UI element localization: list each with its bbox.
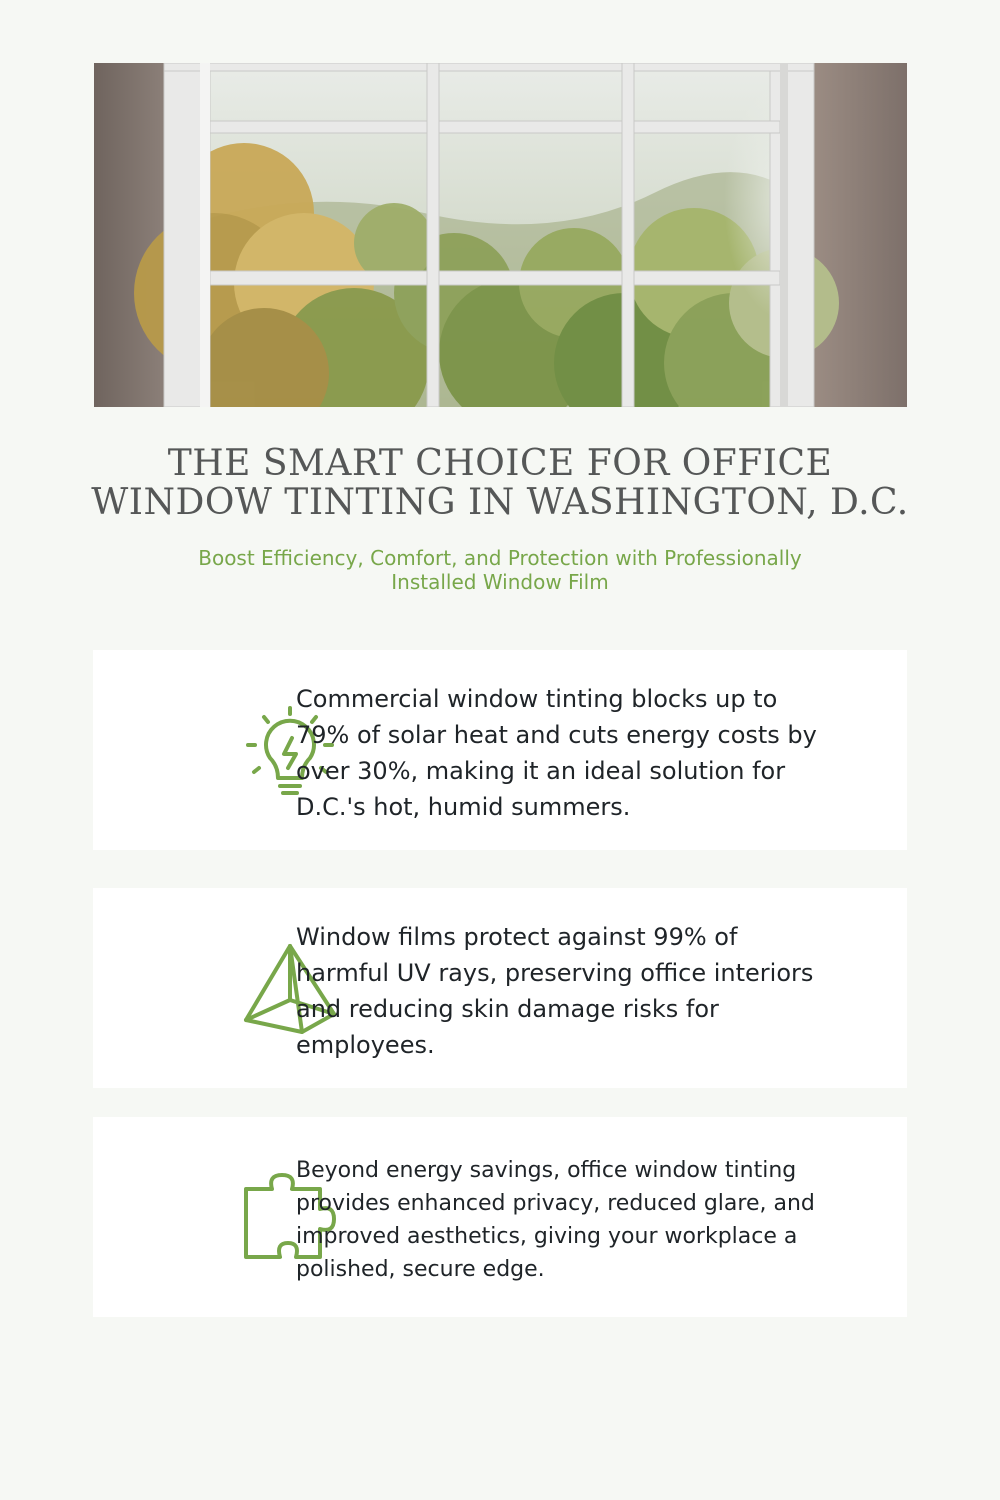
feature-card-energy — [93, 650, 907, 850]
page-title — [60, 444, 940, 522]
title-line-2: WINDOW TINTING IN WASHINGTON, D.C. — [91, 482, 909, 523]
subtitle-line-2: Installed Window Film — [391, 570, 609, 594]
title-line-1: THE SMART CHOICE FOR OFFICE — [167, 443, 833, 484]
subtitle-line-1: Boost Efficiency, Comfort, and Protection with Professionally — [198, 546, 802, 570]
feature-text-energy: Commercial window tinting blocks up to 79% of solar heat and cuts energy costs by over 30%, making it an ideal solution for D.C.'s hot, humid summers. — [296, 685, 817, 821]
feature-card-privacy — [93, 1117, 907, 1317]
hero-window-photo — [94, 63, 907, 407]
feature-text-privacy: Beyond energy savings, office window tinting provides enhanced privacy, reduced glare, and improved aesthetics, giving your workplace a polished, secure edge. — [296, 1158, 815, 1282]
page-subtitle — [120, 546, 880, 594]
feature-card-uv — [93, 888, 907, 1088]
feature-text-uv: Window films protect against 99% of harmful UV rays, preserving office interiors and reducing skin damage risks for employees. — [296, 923, 814, 1059]
